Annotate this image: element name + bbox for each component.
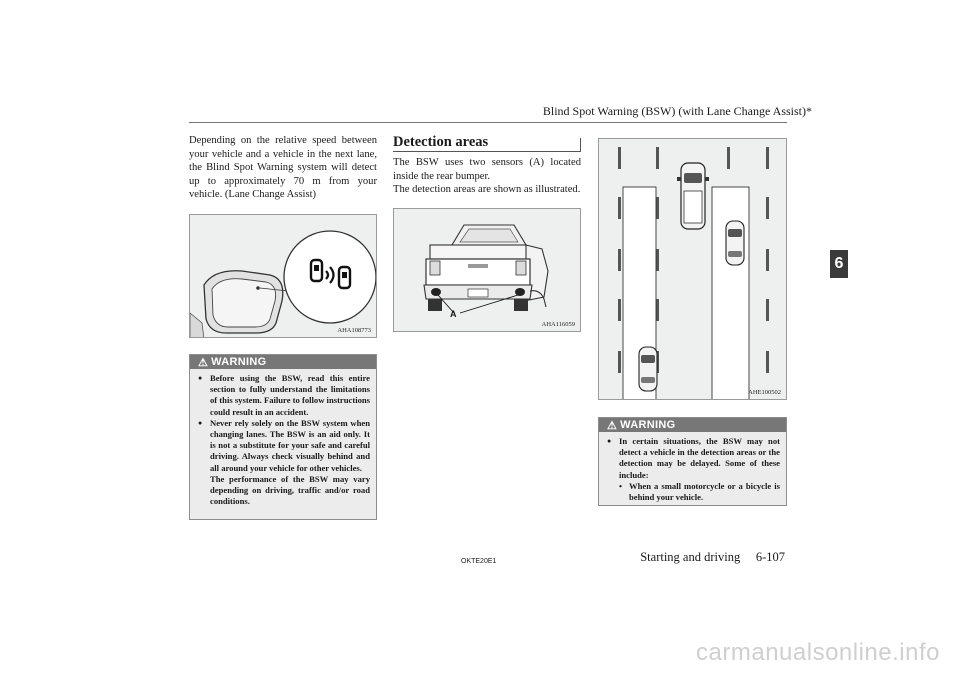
detection-areas-figure (598, 138, 787, 400)
warning-header (190, 355, 376, 369)
figure-code: AHE100502 (748, 389, 781, 396)
column-2 (393, 156, 581, 197)
page-footer: Starting and driving 6-107 (640, 550, 785, 564)
side-mirror-illustration (190, 215, 377, 338)
bullet-icon: ● (198, 374, 203, 382)
warning-item: ● Before using the BSW, read this entire section to fully understand the limitations of this system. Failure to follow instructions could result in an accident. (198, 373, 371, 417)
figure-code: AHA116059 (541, 321, 575, 328)
detection-areas-diagram (599, 139, 787, 400)
warning-label: WARNING (211, 356, 267, 368)
warning-sub-item: • When a small motorcycle or a bicycle is behind your vehicle. (619, 480, 780, 503)
warning-item: ● Never rely solely on the BSW system when changing lanes. The BSW is an aid only. It is not a substitute for your safe and careful driving. Always check visually behind and all around your vehicle for other vehicles. The performance of the BSW may vary depending on driving, traffic and/or road conditions. (198, 417, 370, 507)
pickup-truck-illustration (394, 209, 581, 332)
own-vehicle-icon (677, 163, 709, 229)
header-rule (189, 122, 787, 123)
warning-header (599, 418, 786, 432)
section-rule-tick (580, 138, 581, 152)
vehicle-right-lane-icon (726, 221, 744, 265)
warning-triangle-icon: ⚠ (607, 419, 618, 432)
warning-triangle-icon: ⚠ (198, 356, 209, 369)
document-code: OKTE20E1 (461, 558, 497, 565)
mirror-indicator-figure (189, 214, 377, 338)
intro-paragraph: Depending on the relative speed between your vehicle and a vehicle in the next lane, the Blind Spot Warning system will detect up to approximately 70 m from your vehicle. (Lane Change Assist) (189, 135, 377, 201)
column-1 (189, 134, 377, 202)
sensor-label: A (450, 309, 457, 319)
warning-box-2 (598, 417, 787, 506)
sensor-paragraph: The BSW uses two sensors (A) located inside the rear bumper. (393, 157, 581, 182)
section-rule (393, 151, 581, 152)
chapter-tab[interactable]: 6 (830, 250, 848, 278)
sub-bullet-icon: • (619, 480, 623, 491)
bullet-icon: ● (607, 437, 612, 445)
warning-label: WARNING (620, 419, 676, 431)
figure-code: AHA108773 (337, 327, 371, 334)
running-header: Blind Spot Warning (BSW) (with Lane Change Assist)* (542, 104, 812, 118)
rear-sensor-figure (393, 208, 581, 332)
watermark: carmanualsonline.info (696, 639, 940, 666)
warning-item: ● In certain situations, the BSW may not detect a vehicle in the detection areas or the detection may be delayed. Some of these include: • When a small motorcycle or a bicycle is behind your vehicle. (607, 436, 780, 503)
bullet-icon: ● (198, 418, 203, 427)
vehicle-left-lane-icon (639, 347, 657, 391)
section-title: Detection areas (393, 134, 489, 150)
warning-box-1 (189, 354, 377, 520)
areas-paragraph: The detection areas are shown as illustrated. (393, 184, 581, 196)
